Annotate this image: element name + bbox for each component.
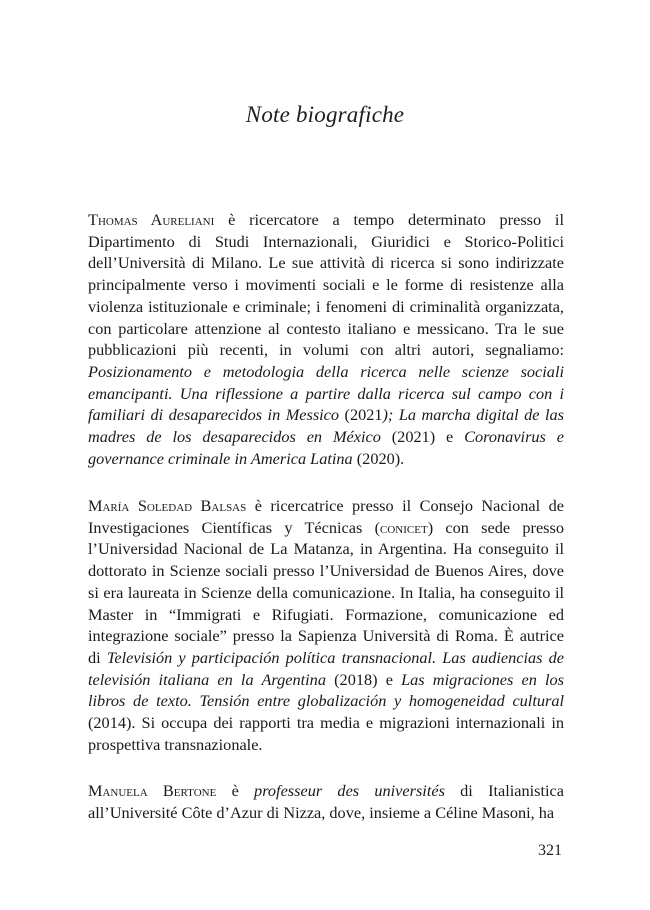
bio-text: (2021) e (380, 427, 465, 447)
publication-title: ); La marcha digital de las madres de los desaparecidos en México (88, 405, 564, 447)
bio-text: (2020). (352, 448, 405, 468)
bio-paragraph (88, 495, 564, 755)
acronym: conicet (380, 517, 428, 537)
bio-maria-soledad-balsas (88, 495, 564, 755)
page-title: Note biografiche (245, 102, 405, 127)
bio-paragraph (88, 209, 564, 469)
bio-text: è ricercatrice presso il Consejo Nacional de Investigaciones Científicas y Técnicas ( (88, 496, 564, 537)
bio-thomas-aureliani (88, 209, 564, 469)
emphasized-text: professeur des universités (254, 781, 445, 800)
publication-title: Coronavirus e governance criminale in America Latina (88, 427, 565, 468)
bio-text: (2021 (339, 405, 383, 425)
author-name: Thomas Aureliani (88, 210, 215, 229)
bio-text: (2018) e (325, 669, 402, 689)
bio-text: ) con sede presso l’Universidad Nacional de La Matanza, in Argentina. Ha conseguito il dottorato in Scienze sociali presso l’Universidad de Buenos Aires, dove si era laureata in Scienze della comunicazione. In Italia, ha conseguito il Master in “Immigrati e Rifugiati. Formazione, comunicazione ed integrazione sociale” presso la Sapienza Università di Roma. È autrice di (88, 517, 564, 667)
bio-text: è (216, 781, 255, 800)
bio-text: (2014). Si occupa dei rapporti tra media e migrazioni internazionali in prospettiva transnazionale. (88, 713, 564, 754)
bio-paragraph (88, 780, 564, 823)
bio-text: di Italianistica all’Université Côte d’Azur di Nizza, dove, insieme a Céline Masoni, ha (88, 781, 565, 822)
author-name: Manuela Bertone (88, 781, 217, 800)
publication-title: Las migraciones en los libros de texto. Tensión entre globalización y homogeneidad cultural (88, 669, 565, 711)
author-name: María Soledad Balsas (88, 496, 247, 515)
publication-title: Posizionamento e metodologia della ricerca nelle scienze sociali emancipanti. Una riflessione a partire dalla ricerca sul campo con i familiari di desaparecidos in Messico (88, 361, 564, 425)
publication-title: Televisión y participación política transnacional. Las audiencias de televisión italiana en la Argentina (88, 647, 564, 689)
bio-text: è ricercatore a tempo determinato presso il Dipartimento di Studi Internazionali, Giuridici e Storico-Politici dell’Università di Milano. Le sue attività di ricerca si sono indirizzate principalmente verso i movimenti sociali e le forme di resistenze alla violenza istituzionale e criminale; i fenomeni di criminalità organizzata, con particolare attenzione al contesto italiano e messicano. Tra le sue pubblicazioni più recenti, in volumi con altri autori, segnaliamo: (88, 210, 564, 360)
bio-manuela-bertone (88, 780, 564, 823)
page-number: 321 (538, 842, 562, 859)
